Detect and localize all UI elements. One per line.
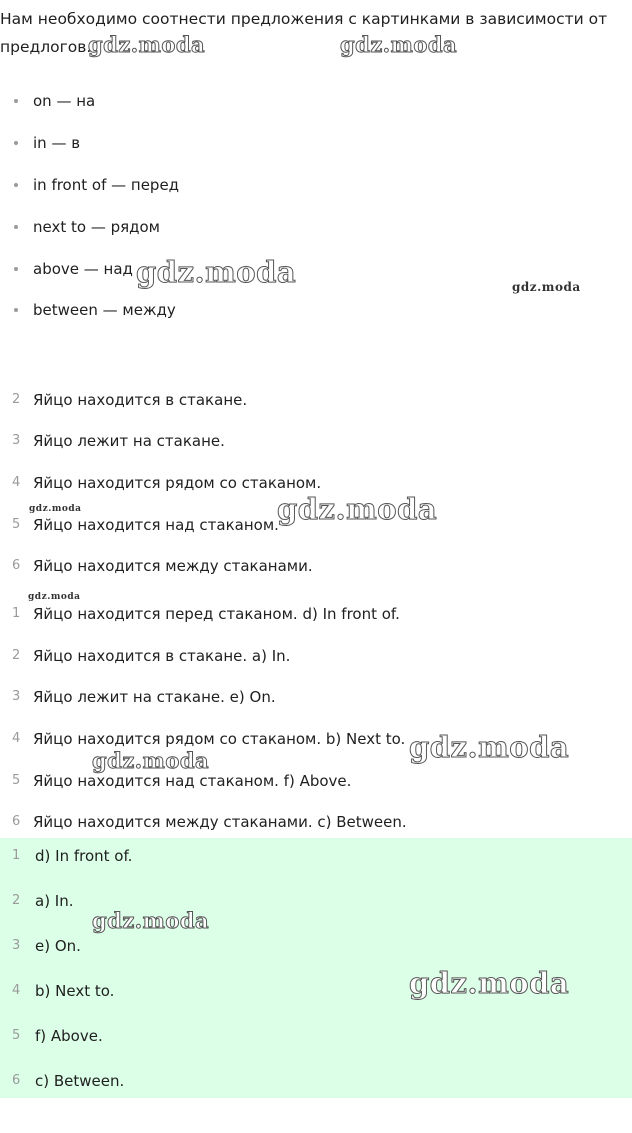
watermark: gdz.moda (409, 966, 570, 1000)
watermark: gdz.moda (88, 32, 206, 57)
bullet-icon (14, 225, 18, 229)
watermark: gdz.moda (277, 492, 438, 526)
bullet-icon (14, 267, 18, 271)
intro-text: Нам необходимо соотнести предложения с картинками в зависимости от предлогов. (0, 10, 608, 56)
bullet-icon (14, 183, 18, 187)
watermark: gdz.moda (92, 908, 210, 933)
bullet-icon (14, 141, 18, 145)
answer-box: 1 d) In front of. 2 a) In. 3 e) On. 4 b) Next to. 5 f) Above. 6 c) Between. (0, 838, 632, 1098)
watermark: gdz.moda (29, 504, 82, 514)
watermark: gdz.moda (136, 255, 297, 289)
watermark: gdz.moda (409, 730, 570, 764)
watermark: gdz.moda (28, 592, 81, 602)
bullet-icon (14, 99, 18, 103)
watermark: gdz.moda (340, 32, 458, 57)
bullet-icon (14, 308, 18, 312)
watermark: gdz.moda (512, 280, 581, 294)
watermark: gdz.moda (92, 748, 210, 773)
